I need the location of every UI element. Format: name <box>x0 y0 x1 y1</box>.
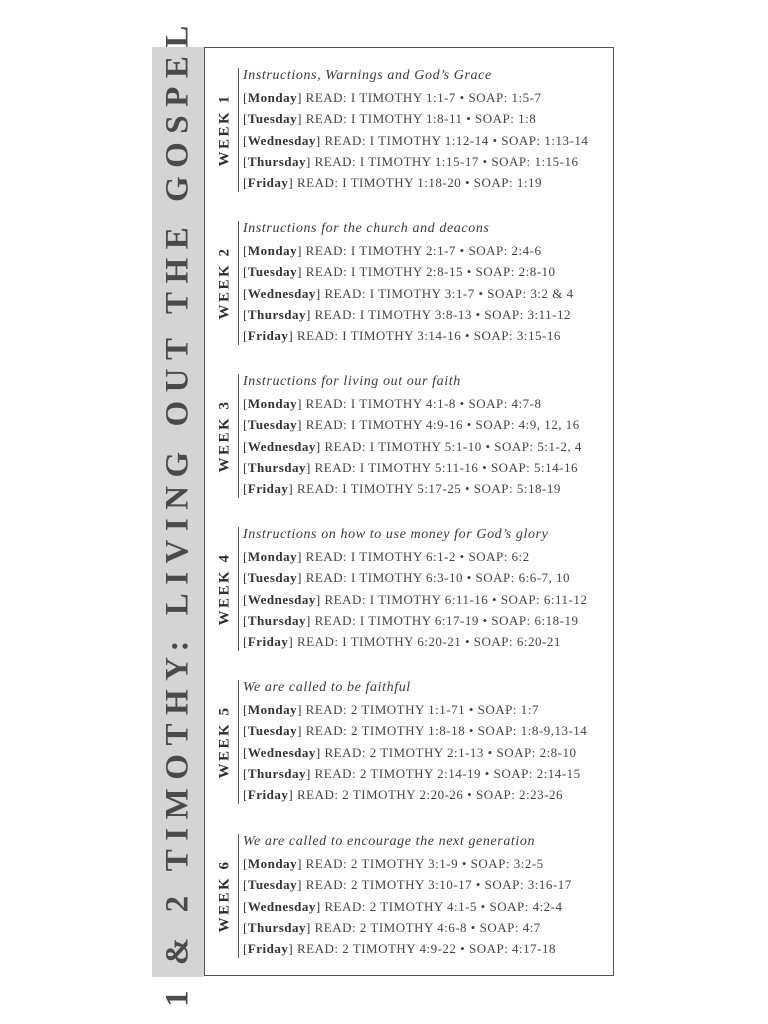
day-name: Tuesday <box>247 264 298 280</box>
week-section-4 <box>205 527 615 652</box>
day-reading <box>243 436 613 457</box>
week-theme: Instructions for living out our faith <box>243 374 461 389</box>
day-reading <box>243 304 613 325</box>
week-theme: Instructions, Warnings and God’s Grace <box>243 68 492 83</box>
week-section-2 <box>205 221 615 346</box>
bracket-close: ] <box>297 417 302 433</box>
bracket-open: [ <box>243 941 248 957</box>
day-reading <box>243 87 613 108</box>
day-name: Wednesday <box>247 438 316 454</box>
day-reading <box>243 546 613 567</box>
day-reading <box>243 108 613 129</box>
day-reading <box>243 457 613 478</box>
week-label: WEEK 4 <box>216 552 233 626</box>
bracket-close: ] <box>315 132 321 148</box>
week-theme: Instructions for the church and deacons <box>243 221 490 236</box>
bracket-open: [ <box>243 765 248 781</box>
bracket-close: ] <box>288 634 294 650</box>
week-label: WEEK 6 <box>216 859 233 933</box>
bracket-close: ] <box>306 612 311 628</box>
day-reading <box>243 763 613 784</box>
bracket-close: ] <box>297 396 302 411</box>
bracket-open: [ <box>243 132 248 148</box>
reading-text: READ: 2 TIMOTHY 2:14-19 • SOAP: 2:14-15 <box>314 765 581 781</box>
day-name: Thursday <box>247 153 307 169</box>
reading-text: READ: I TIMOTHY 6:11-16 • SOAP: 6:11-12 <box>324 591 588 607</box>
day-reading <box>243 151 613 172</box>
bracket-close: ] <box>297 90 302 105</box>
bracket-open: [ <box>243 438 248 454</box>
day-list <box>243 699 613 805</box>
reading-text: READ: I TIMOTHY 1:15-17 • SOAP: 1:15-16 <box>314 153 579 169</box>
day-name: Thursday <box>247 459 307 475</box>
bracket-open: [ <box>243 175 248 191</box>
day-name: Wednesday <box>247 285 316 301</box>
bracket-close: ] <box>288 481 294 497</box>
week-section-3 <box>205 374 615 499</box>
week-divider <box>238 68 239 192</box>
bracket-close: ] <box>315 744 321 760</box>
reading-text: READ: I TIMOTHY 6:20-21 • SOAP: 6:20-21 <box>297 634 561 650</box>
bracket-open: [ <box>243 877 248 893</box>
day-list <box>243 546 613 652</box>
day-reading <box>243 261 613 282</box>
day-reading <box>243 784 613 805</box>
week-theme: We are called to encourage the next generation <box>243 834 536 849</box>
reading-text: READ: I TIMOTHY 6:17-19 • SOAP: 6:18-19 <box>314 612 579 628</box>
week-readings <box>243 371 613 499</box>
reading-text: READ: I TIMOTHY 3:8-13 • SOAP: 3:11-12 <box>314 306 571 322</box>
week-theme: Instructions on how to use money for God’s glory <box>243 527 549 542</box>
day-reading <box>243 874 613 895</box>
day-name: Wednesday <box>247 898 316 914</box>
reading-text: READ: I TIMOTHY 2:8-15 • SOAP: 2:8-10 <box>305 264 556 280</box>
bracket-open: [ <box>243 549 248 564</box>
day-list <box>243 853 613 959</box>
day-name: Thursday <box>247 612 307 628</box>
reading-text: READ: I TIMOTHY 4:9-16 • SOAP: 4:9, 12, 16 <box>305 417 580 433</box>
reading-text: READ: 2 TIMOTHY 4:6-8 • SOAP: 4:7 <box>314 919 541 935</box>
day-reading <box>243 742 613 763</box>
day-name: Monday <box>247 549 298 564</box>
bracket-close: ] <box>315 591 321 607</box>
day-name: Tuesday <box>247 570 298 586</box>
bracket-open: [ <box>243 744 248 760</box>
bracket-close: ] <box>297 723 302 739</box>
week-divider <box>238 374 239 498</box>
day-list <box>243 393 613 499</box>
week-label: WEEK 3 <box>216 399 233 473</box>
reading-text: READ: 2 TIMOTHY 4:1-5 • SOAP: 4:2-4 <box>324 898 563 914</box>
bracket-open: [ <box>243 90 248 105</box>
day-reading <box>243 172 613 193</box>
reading-text: READ: 2 TIMOTHY 2:20-26 • SOAP: 2:23-26 <box>297 787 563 803</box>
day-name: Friday <box>247 941 289 957</box>
bracket-open: [ <box>243 612 248 628</box>
reading-text: READ: I TIMOTHY 1:12-14 • SOAP: 1:13-14 <box>324 132 589 148</box>
week-readings <box>243 524 613 652</box>
day-name: Monday <box>247 90 298 105</box>
day-name: Friday <box>247 481 289 497</box>
bracket-close: ] <box>288 941 294 957</box>
bracket-close: ] <box>315 285 321 301</box>
bracket-close: ] <box>297 702 302 717</box>
day-reading <box>243 414 613 435</box>
reading-text: READ: I TIMOTHY 4:1-8 • SOAP: 4:7-8 <box>305 396 542 411</box>
day-name: Thursday <box>247 306 307 322</box>
bracket-open: [ <box>243 264 248 280</box>
bracket-close: ] <box>288 328 294 344</box>
reading-text: READ: I TIMOTHY 5:17-25 • SOAP: 5:18-19 <box>297 481 561 497</box>
bracket-close: ] <box>297 111 302 127</box>
reading-text: READ: 2 TIMOTHY 3:10-17 • SOAP: 3:16-17 <box>305 877 572 893</box>
day-name: Friday <box>247 634 289 650</box>
bracket-open: [ <box>243 702 248 717</box>
day-name: Wednesday <box>247 132 316 148</box>
reading-plan-card <box>204 47 614 976</box>
day-reading <box>243 567 613 588</box>
day-name: Monday <box>247 243 298 258</box>
reading-text: READ: 2 TIMOTHY 3:1-9 • SOAP: 3:2-5 <box>305 856 544 871</box>
bracket-open: [ <box>243 328 248 344</box>
bracket-close: ] <box>306 459 311 475</box>
reading-text: READ: I TIMOTHY 1:1-7 • SOAP: 1:5-7 <box>305 90 542 105</box>
bracket-close: ] <box>315 898 321 914</box>
bracket-open: [ <box>243 898 248 914</box>
plan-title: 1 & 2 TIMOTHY: LIVING OUT THE GOSPEL <box>159 17 196 1007</box>
reading-text: READ: I TIMOTHY 2:1-7 • SOAP: 2:4-6 <box>305 243 542 258</box>
bracket-open: [ <box>243 459 248 475</box>
day-list <box>243 240 613 346</box>
week-section-6 <box>205 834 615 959</box>
day-name: Monday <box>247 702 298 717</box>
bracket-close: ] <box>288 175 294 191</box>
bracket-open: [ <box>243 481 248 497</box>
day-name: Friday <box>247 328 289 344</box>
week-readings <box>243 677 613 805</box>
day-reading <box>243 393 613 414</box>
day-name: Tuesday <box>247 723 298 739</box>
reading-text: READ: I TIMOTHY 5:11-16 • SOAP: 5:14-16 <box>314 459 578 475</box>
day-reading <box>243 478 613 499</box>
bracket-open: [ <box>243 919 248 935</box>
bracket-open: [ <box>243 591 248 607</box>
day-reading <box>243 130 613 151</box>
bracket-open: [ <box>243 856 248 871</box>
bracket-open: [ <box>243 111 248 127</box>
bracket-close: ] <box>306 306 311 322</box>
week-readings <box>243 218 613 346</box>
day-name: Friday <box>247 787 289 803</box>
reading-text: READ: I TIMOTHY 1:8-11 • SOAP: 1:8 <box>305 111 537 127</box>
bracket-close: ] <box>315 438 321 454</box>
week-label: WEEK 5 <box>216 705 233 779</box>
day-name: Thursday <box>247 919 307 935</box>
reading-text: READ: I TIMOTHY 6:3-10 • SOAP: 6:6-7, 10 <box>305 570 571 586</box>
bracket-open: [ <box>243 396 248 411</box>
day-reading <box>243 853 613 874</box>
week-label: WEEK 2 <box>216 246 233 320</box>
day-name: Tuesday <box>247 417 298 433</box>
bracket-close: ] <box>297 856 302 871</box>
day-reading <box>243 720 613 741</box>
day-reading <box>243 896 613 917</box>
day-reading <box>243 610 613 631</box>
bracket-open: [ <box>243 634 248 650</box>
reading-text: READ: 2 TIMOTHY 2:1-13 • SOAP: 2:8-10 <box>324 744 577 760</box>
bracket-open: [ <box>243 723 248 739</box>
reading-text: READ: I TIMOTHY 1:18-20 • SOAP: 1:19 <box>297 175 542 191</box>
bracket-open: [ <box>243 306 248 322</box>
week-divider <box>238 680 239 804</box>
week-readings <box>243 831 613 959</box>
day-name: Thursday <box>247 765 307 781</box>
bracket-open: [ <box>243 787 248 803</box>
day-reading <box>243 283 613 304</box>
day-name: Monday <box>247 396 298 411</box>
reading-text: READ: 2 TIMOTHY 1:1-71 • SOAP: 1:7 <box>305 702 539 717</box>
day-reading <box>243 240 613 261</box>
bracket-close: ] <box>306 919 311 935</box>
day-reading <box>243 917 613 938</box>
day-reading <box>243 631 613 652</box>
day-reading <box>243 589 613 610</box>
reading-text: READ: I TIMOTHY 5:1-10 • SOAP: 5:1-2, 4 <box>324 438 582 454</box>
week-divider <box>238 221 239 345</box>
bracket-open: [ <box>243 285 248 301</box>
reading-text: READ: I TIMOTHY 3:1-7 • SOAP: 3:2 & 4 <box>324 285 574 301</box>
week-label: WEEK 1 <box>216 93 233 167</box>
bracket-close: ] <box>297 570 302 586</box>
week-theme: We are called to be faithful <box>243 680 411 695</box>
reading-text: READ: 2 TIMOTHY 1:8-18 • SOAP: 1:8-9,13-14 <box>305 723 588 739</box>
reading-text: READ: 2 TIMOTHY 4:9-22 • SOAP: 4:17-18 <box>297 941 556 957</box>
day-name: Monday <box>247 856 298 871</box>
day-name: Tuesday <box>247 877 298 893</box>
day-reading <box>243 699 613 720</box>
reading-text: READ: I TIMOTHY 3:14-16 • SOAP: 3:15-16 <box>297 328 561 344</box>
day-name: Tuesday <box>247 111 298 127</box>
bracket-close: ] <box>297 877 302 893</box>
week-section-5 <box>205 680 615 805</box>
bracket-close: ] <box>306 765 311 781</box>
bracket-close: ] <box>297 264 302 280</box>
bracket-open: [ <box>243 417 248 433</box>
bracket-close: ] <box>288 787 294 803</box>
bracket-open: [ <box>243 570 248 586</box>
bracket-open: [ <box>243 243 248 258</box>
week-divider <box>238 834 239 958</box>
bracket-open: [ <box>243 153 248 169</box>
day-name: Wednesday <box>247 744 316 760</box>
day-list <box>243 87 613 193</box>
bracket-close: ] <box>297 549 302 564</box>
day-name: Wednesday <box>247 591 316 607</box>
bracket-close: ] <box>306 153 311 169</box>
day-name: Friday <box>247 175 289 191</box>
day-reading <box>243 325 613 346</box>
week-readings <box>243 65 613 193</box>
day-reading <box>243 938 613 959</box>
week-section-1 <box>205 68 615 193</box>
reading-text: READ: I TIMOTHY 6:1-2 • SOAP: 6:2 <box>305 549 530 564</box>
bracket-close: ] <box>297 243 302 258</box>
week-divider <box>238 527 239 651</box>
